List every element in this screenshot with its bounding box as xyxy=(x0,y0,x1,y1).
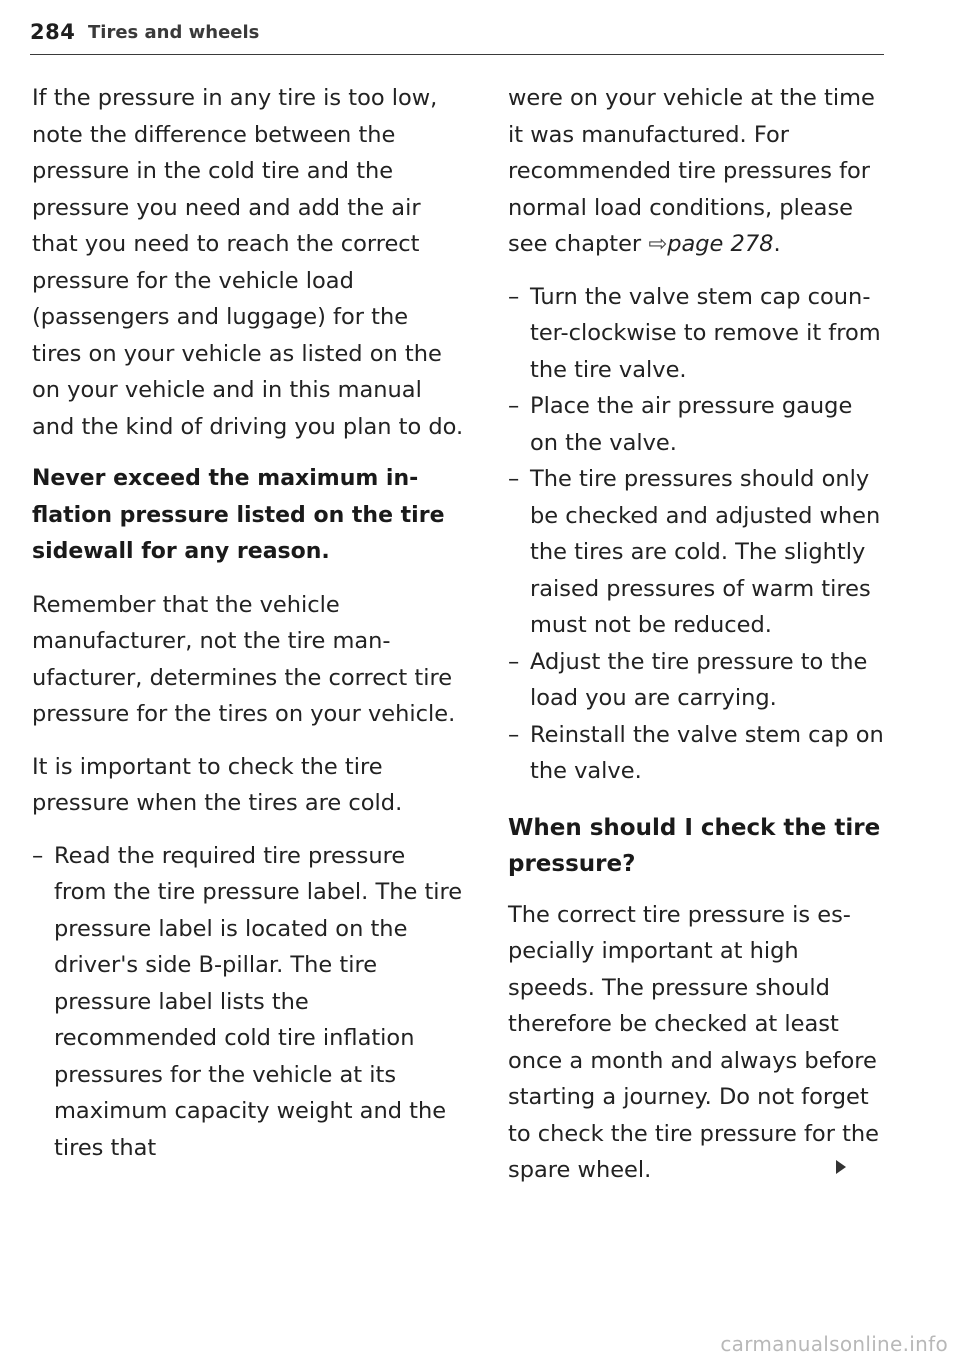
page-header xyxy=(30,18,884,55)
step-remove-cap: – Turn the valve stem cap counter-clockwise to remove it from the tire valve. xyxy=(508,279,884,389)
paragraph-continued xyxy=(508,80,884,263)
step-place-gauge: – Place the air pressure gauge on the valve. xyxy=(508,388,884,461)
arrow-right-icon: ⇨ xyxy=(648,231,668,257)
continue-arrow-icon xyxy=(836,1160,846,1174)
step-adjust-pressure: – Adjust the tire pressure to the load you are carrying. xyxy=(508,644,884,717)
steps-list-left xyxy=(32,838,464,1167)
page-number: 284 xyxy=(30,20,76,44)
paragraph-manufacturer: Remember that the vehicle manufacturer, not the tire manufacturer, determines the correct tire pressure for the tires on your vehicle. xyxy=(32,591,456,727)
section-title: Tires and wheels xyxy=(88,22,260,43)
subheading-when-check: When should I check the tire pressure? xyxy=(508,814,881,877)
paragraph-pressure-low: If the pressure in any tire is too low, note the difference between the pressure in the cold tire and the pressure you need and add the air that you need to reach the correct pressure for the vehicle load (passengers and luggage) for the tires on your vehicle as listed on the on your vehicle and in this manual and the kind of driving you plan to do. xyxy=(32,85,464,440)
right-column xyxy=(508,80,884,1205)
paragraph-when-check: The correct tire pressure is especially important at high speeds. The pressure should therefore be checked at least once a month and always before starting a journey. Do not forget to check the tire pressure for the spare wheel. xyxy=(508,901,880,1183)
paragraph-check-cold: It is important to check the tire pressure when the tires are cold. xyxy=(32,753,403,816)
step-check-cold: – The tire pressures should only be checked and adjusted when the tires are cold. The slightly raised pressures of warm tires must not be reduced. xyxy=(508,461,884,644)
page-reference-link[interactable]: page 278 xyxy=(667,231,774,257)
footer-watermark: carmanualsonline.info xyxy=(720,1332,948,1356)
step-read-label: – Read the required tire pressure from the tire pressure label. The tire pressure label is located on the driver's side B-pillar. The tire pressure label lists the recommended cold tire inflation pressures for the vehicle at its maximum capacity weight and the tires that xyxy=(32,838,464,1167)
left-column xyxy=(32,80,464,1174)
step-reinstall-cap: – Reinstall the valve stem cap on the valve. xyxy=(508,717,884,790)
warning-max-inflation: Never exceed the maximum inflation pressure listed on the tire sidewall for any reason. xyxy=(32,466,445,564)
steps-list-right xyxy=(508,279,884,790)
reference-period: . xyxy=(773,231,781,257)
continued-text: were on your vehicle at the time it was manufactured. For recommended tire pressures for normal load conditions, please see chapter xyxy=(508,85,875,257)
